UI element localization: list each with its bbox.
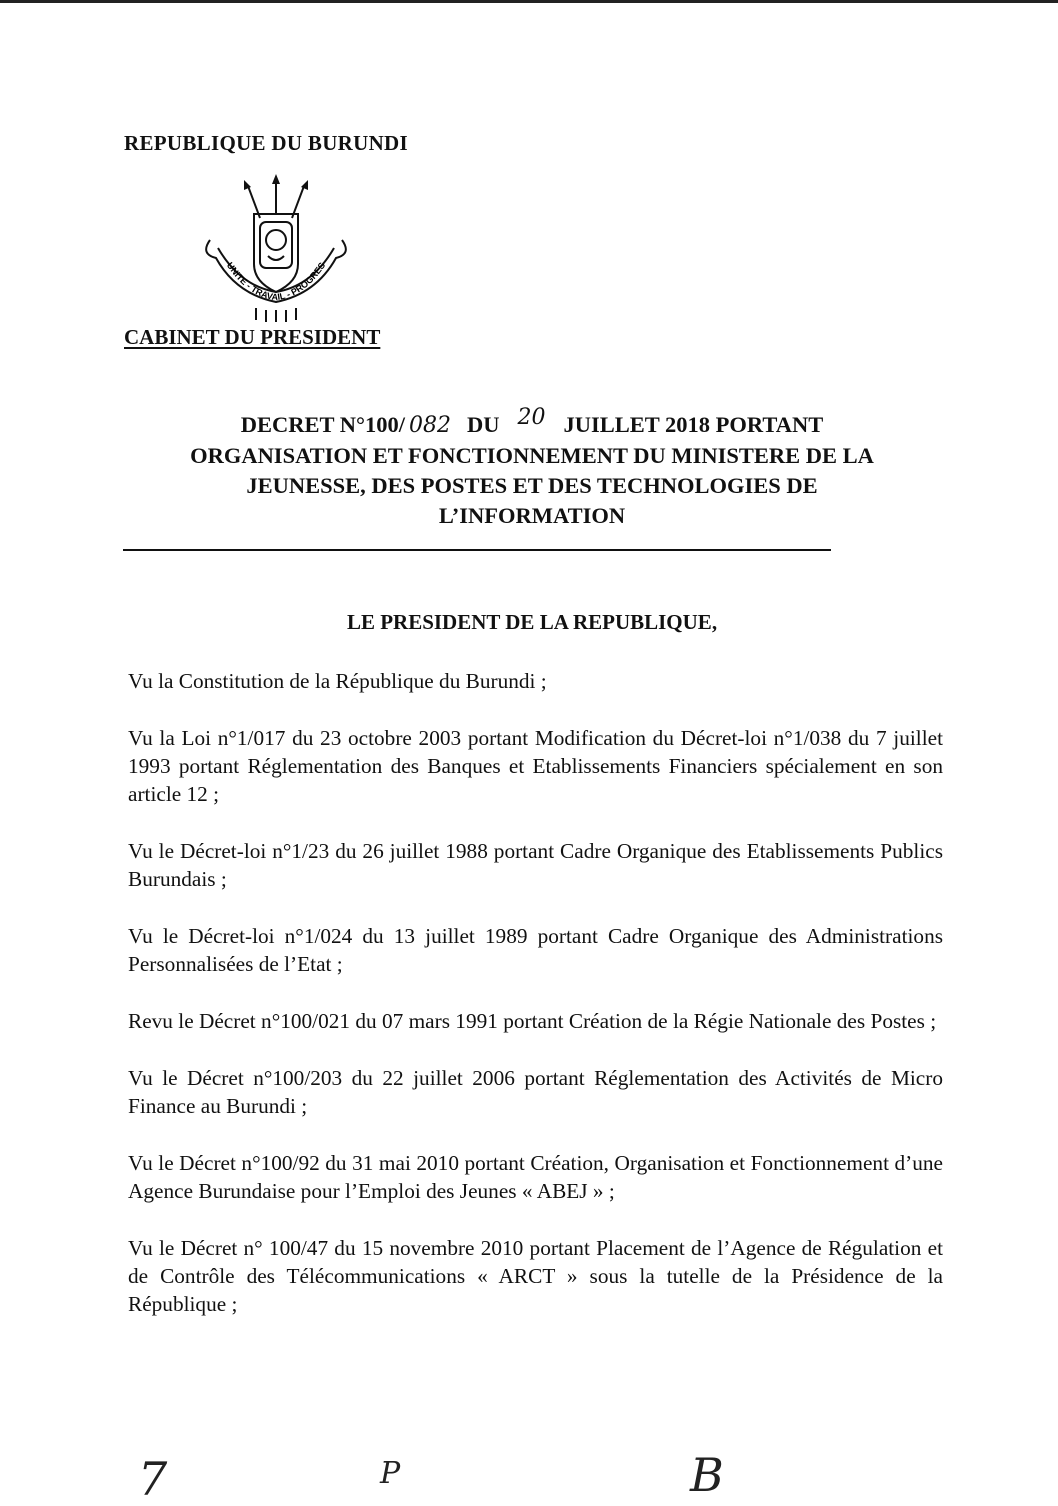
consideration-paragraph: Vu le Décret n°100/203 du 22 juillet 2006 portant Réglementation des Activités de Micro Finance au Burundi ;: [128, 1066, 943, 1118]
handwritten-decree-number: 082: [409, 413, 452, 438]
decree-title-line-2: ORGANISATION ET FONCTIONNEMENT DU MINISTERE DE LA: [190, 443, 874, 468]
consideration-paragraph: Vu la Loi n°1/017 du 23 octobre 2003 portant Modification du Décret-loi n°1/038 du 7 juillet 1993 portant Réglementation des Banques et Etablissements Financiers spécialement en son article 12 ;: [128, 726, 943, 806]
country-heading: REPUBLIQUE DU BURUNDI: [124, 131, 408, 155]
national-emblem-icon: [196, 174, 356, 326]
decree-title-line-3: JEUNESSE, DES POSTES ET DES TECHNOLOGIES DE: [246, 473, 818, 498]
title-divider: [123, 549, 831, 551]
decree-title: [124, 405, 940, 531]
consideration-paragraph: Vu le Décret n° 100/47 du 15 novembre 2010 portant Placement de l’Agence de Régulation et de Contrôle des Télécommunications « ARCT » sous la tutelle de la Présidence de la République ;: [128, 1236, 943, 1316]
decree-prefix: DECRET N°100/: [240, 412, 406, 437]
initial-signature-2: P: [380, 1456, 401, 1491]
initial-signature-1: 7: [138, 1452, 168, 1506]
decree-date-suffix: JUILLET 2018 PORTANT: [563, 412, 824, 437]
consideration-paragraph: Revu le Décret n°100/021 du 07 mars 1991 portant Création de la Régie Nationale des Postes ;: [128, 1009, 937, 1033]
initial-signature-3: B: [690, 1448, 724, 1502]
president-heading: LE PRESIDENT DE LA REPUBLIQUE,: [346, 610, 718, 634]
consideration-paragraph: Vu le Décret-loi n°1/024 du 13 juillet 1989 portant Cadre Organique des Administrations Personnalisées de l’Etat ;: [128, 924, 943, 976]
considerations-list: [128, 667, 943, 1347]
decree-title-line-1: [124, 405, 940, 441]
emblem-motto: UNITE - TRAVAIL - PROGRES: [224, 260, 328, 303]
consideration-paragraph: Vu le Décret-loi n°1/23 du 26 juillet 1988 portant Cadre Organique des Etablissements Publics Burundais ;: [128, 839, 943, 891]
handwritten-decree-day: 20: [517, 405, 546, 430]
decree-du: DU: [467, 412, 500, 437]
decree-title-line-4: L’INFORMATION: [438, 503, 626, 528]
page-top-edge: [0, 0, 1058, 3]
consideration-paragraph: Vu le Décret n°100/92 du 31 mai 2010 portant Création, Organisation et Fonctionnement d’une Agence Burundaise pour l’Emploi des Jeunes « ABEJ » ;: [128, 1151, 943, 1203]
cabinet-heading: CABINET DU PRESIDENT: [124, 325, 381, 349]
consideration-paragraph: Vu la Constitution de la République du Burundi ;: [128, 669, 547, 693]
